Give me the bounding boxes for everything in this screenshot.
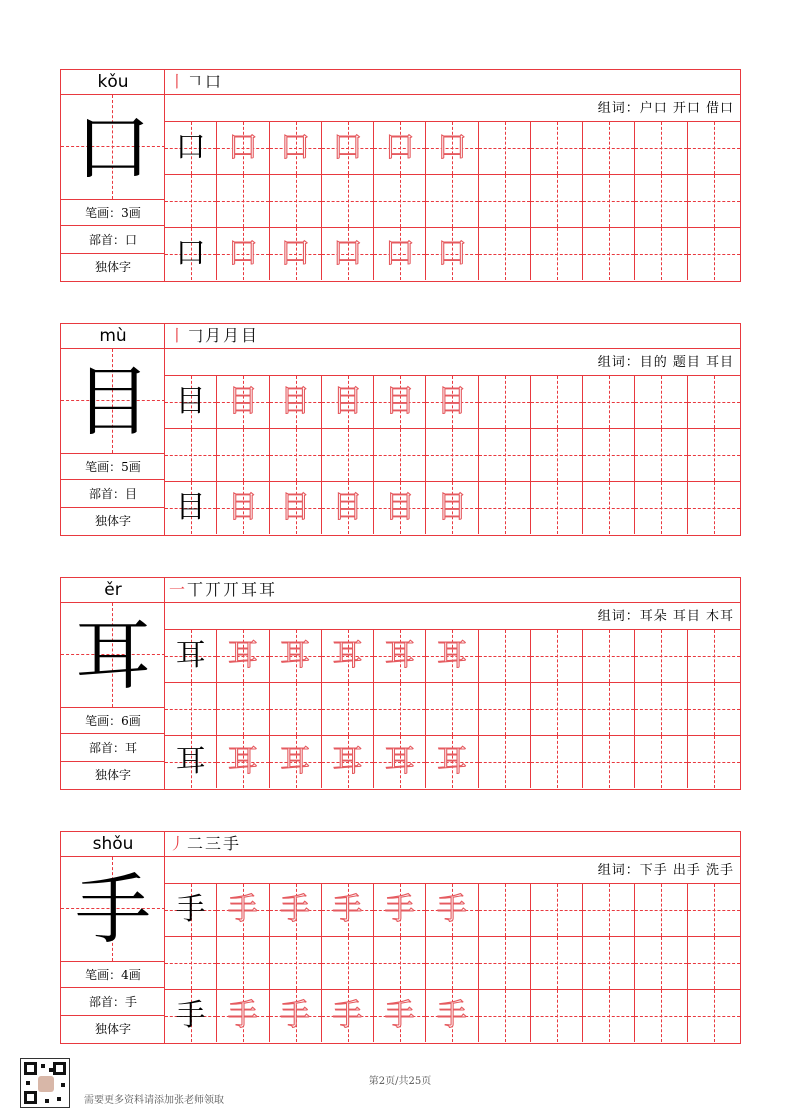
trace-char: 目	[280, 384, 311, 419]
word-list: 组词：目的 题目 耳目	[165, 349, 740, 376]
practice-char: 口	[175, 236, 206, 271]
trace-char: 耳	[332, 638, 363, 673]
word-list: 组词：户口 开口 借口	[165, 95, 740, 122]
practice-cell[interactable]	[426, 736, 478, 788]
practice-area	[165, 578, 740, 789]
practice-cell[interactable]	[322, 884, 374, 936]
practice-cell[interactable]	[165, 990, 217, 1042]
practice-cell[interactable]	[165, 228, 217, 280]
practice-cell[interactable]	[635, 990, 687, 1042]
practice-cell[interactable]	[583, 630, 635, 682]
practice-cell[interactable]	[688, 122, 740, 174]
practice-cell[interactable]	[583, 228, 635, 280]
practice-cell[interactable]	[426, 482, 478, 534]
practice-row	[165, 429, 740, 482]
practice-cell[interactable]	[322, 228, 374, 280]
stroke-step: 二	[187, 834, 204, 853]
trace-char: 目	[227, 490, 258, 525]
stroke-order	[165, 324, 740, 349]
practice-cell[interactable]	[688, 736, 740, 788]
practice-cell[interactable]	[479, 683, 531, 735]
practice-cell[interactable]	[688, 482, 740, 534]
stroke-step: 耳	[259, 580, 276, 599]
trace-char: 口	[280, 130, 311, 165]
practice-cell[interactable]	[165, 683, 217, 735]
pinyin: kǒu	[61, 70, 165, 95]
practice-cell[interactable]	[165, 937, 217, 989]
practice-char: 耳	[175, 638, 206, 673]
practice-cell[interactable]	[531, 683, 583, 735]
practice-cell[interactable]	[635, 228, 687, 280]
practice-cell[interactable]	[217, 630, 269, 682]
trace-char: 耳	[332, 744, 363, 779]
practice-cell[interactable]	[688, 937, 740, 989]
practice-cell[interactable]	[374, 630, 426, 682]
practice-cell[interactable]	[583, 990, 635, 1042]
practice-row	[165, 990, 740, 1045]
stroke-order	[165, 578, 740, 603]
practice-cell[interactable]	[270, 482, 322, 534]
practice-cell[interactable]	[217, 376, 269, 428]
practice-cell[interactable]	[531, 429, 583, 481]
trace-char: 口	[280, 236, 311, 271]
stroke-step: 丿	[169, 834, 186, 853]
practice-cell[interactable]	[635, 175, 687, 227]
stroke-step: 丨	[169, 326, 186, 345]
model-char-box	[61, 95, 165, 200]
word-list: 组词：耳朵 耳目 木耳	[165, 603, 740, 630]
practice-cell[interactable]	[270, 175, 322, 227]
trace-char: 目	[280, 490, 311, 525]
model-char: 目	[75, 357, 151, 446]
practice-cell[interactable]	[322, 376, 374, 428]
trace-char: 手	[384, 892, 415, 927]
stroke-count: 笔画：5画	[61, 454, 165, 480]
practice-cell[interactable]	[688, 630, 740, 682]
trace-char: 口	[332, 130, 363, 165]
trace-char: 耳	[227, 744, 258, 779]
practice-cell[interactable]	[165, 376, 217, 428]
practice-cell[interactable]	[270, 122, 322, 174]
practice-cell[interactable]	[479, 630, 531, 682]
practice-cell[interactable]	[165, 630, 217, 682]
practice-cell[interactable]	[374, 228, 426, 280]
practice-cell[interactable]	[270, 228, 322, 280]
radical: 部首：耳	[61, 734, 165, 762]
practice-row	[165, 884, 740, 937]
practice-cell[interactable]	[583, 683, 635, 735]
practice-cell[interactable]	[426, 884, 478, 936]
practice-char: 口	[175, 130, 206, 165]
model-char: 耳	[75, 611, 151, 700]
model-char: 口	[75, 103, 151, 192]
practice-cell[interactable]	[531, 122, 583, 174]
practice-cell[interactable]	[270, 937, 322, 989]
trace-char: 耳	[227, 638, 258, 673]
pinyin: ěr	[61, 578, 165, 603]
practice-cell[interactable]	[531, 990, 583, 1042]
trace-char: 手	[384, 998, 415, 1033]
structure: 独体字	[94, 260, 131, 274]
practice-char: 目	[175, 384, 206, 419]
practice-cell[interactable]	[531, 376, 583, 428]
info-column	[61, 832, 165, 1043]
practice-cell[interactable]	[583, 122, 635, 174]
practice-cell[interactable]	[270, 683, 322, 735]
stroke-step: 月	[205, 326, 222, 345]
info-column	[61, 578, 165, 789]
trace-char: 手	[436, 892, 467, 927]
stroke-step: 目	[241, 326, 258, 345]
practice-cell[interactable]	[531, 175, 583, 227]
practice-row	[165, 482, 740, 537]
practice-cell[interactable]	[217, 429, 269, 481]
practice-row	[165, 683, 740, 736]
practice-cell[interactable]	[688, 175, 740, 227]
practice-cell[interactable]	[635, 122, 687, 174]
trace-char: 耳	[436, 744, 467, 779]
radical: 部首：手	[61, 988, 165, 1016]
practice-cell[interactable]	[479, 228, 531, 280]
practice-row	[165, 122, 740, 175]
trace-char: 目	[384, 490, 415, 525]
practice-cell[interactable]	[165, 736, 217, 788]
practice-cell[interactable]	[531, 482, 583, 534]
practice-cell[interactable]	[165, 175, 217, 227]
practice-cell[interactable]	[217, 175, 269, 227]
practice-cell[interactable]	[688, 429, 740, 481]
trace-char: 口	[332, 236, 363, 271]
trace-char: 目	[332, 490, 363, 525]
practice-cell[interactable]	[270, 376, 322, 428]
practice-cell[interactable]	[583, 884, 635, 936]
char-card	[60, 577, 741, 790]
practice-cell[interactable]	[426, 122, 478, 174]
practice-cell[interactable]	[583, 175, 635, 227]
practice-cell[interactable]	[322, 482, 374, 534]
practice-char: 手	[175, 998, 206, 1033]
practice-cell[interactable]	[217, 122, 269, 174]
practice-cell[interactable]	[165, 482, 217, 534]
practice-cell[interactable]	[635, 429, 687, 481]
practice-cell[interactable]	[322, 990, 374, 1042]
practice-cell[interactable]	[426, 376, 478, 428]
practice-char: 目	[175, 490, 206, 525]
practice-cell[interactable]	[531, 736, 583, 788]
practice-cell[interactable]	[688, 990, 740, 1042]
practice-cell[interactable]	[583, 937, 635, 989]
practice-cell[interactable]	[217, 937, 269, 989]
trace-char: 手	[227, 892, 258, 927]
trace-char: 口	[436, 236, 467, 271]
trace-char: 目	[227, 384, 258, 419]
practice-area	[165, 70, 740, 281]
practice-cell[interactable]	[270, 736, 322, 788]
trace-char: 手	[436, 998, 467, 1033]
practice-cell[interactable]	[426, 990, 478, 1042]
practice-row	[165, 937, 740, 990]
practice-cell[interactable]	[322, 937, 374, 989]
practice-cell[interactable]	[531, 630, 583, 682]
model-char-box	[61, 857, 165, 962]
structure: 独体字	[94, 1022, 131, 1036]
practice-cell[interactable]	[374, 429, 426, 481]
practice-cell[interactable]	[688, 376, 740, 428]
practice-cell[interactable]	[531, 937, 583, 989]
practice-cell[interactable]	[426, 228, 478, 280]
practice-cell[interactable]	[374, 736, 426, 788]
stroke-step: 耳	[241, 580, 258, 599]
practice-cell[interactable]	[270, 630, 322, 682]
trace-char: 耳	[384, 744, 415, 779]
practice-cell[interactable]	[479, 937, 531, 989]
practice-cell[interactable]	[165, 884, 217, 936]
structure: 独体字	[94, 514, 131, 528]
practice-cell[interactable]	[635, 937, 687, 989]
trace-char: 目	[436, 490, 467, 525]
stroke-step: 月	[223, 326, 240, 345]
stroke-step: 口	[205, 72, 222, 91]
practice-cell[interactable]	[531, 228, 583, 280]
page-number: 第2页/共25页	[368, 1076, 432, 1087]
trace-char: 目	[436, 384, 467, 419]
practice-cell[interactable]	[374, 482, 426, 534]
trace-char: 耳	[436, 638, 467, 673]
stroke-step: 一	[169, 580, 186, 599]
practice-cell[interactable]	[479, 884, 531, 936]
practice-cell[interactable]	[635, 482, 687, 534]
stroke-count: 笔画：3画	[61, 200, 165, 226]
practice-cell[interactable]	[479, 429, 531, 481]
stroke-step: 手	[223, 834, 240, 853]
stroke-step: 丌	[223, 580, 240, 599]
stroke-step: 三	[205, 834, 222, 853]
practice-cell[interactable]	[374, 937, 426, 989]
practice-char: 耳	[175, 744, 206, 779]
pinyin: mù	[61, 324, 165, 349]
trace-char: 口	[227, 130, 258, 165]
stroke-step: 𠃍	[187, 72, 204, 91]
practice-cell[interactable]	[270, 884, 322, 936]
practice-cell[interactable]	[426, 429, 478, 481]
practice-cell[interactable]	[635, 683, 687, 735]
practice-cell[interactable]	[217, 736, 269, 788]
stroke-order	[165, 70, 740, 95]
practice-cell[interactable]	[217, 228, 269, 280]
practice-cell[interactable]	[374, 884, 426, 936]
practice-cell[interactable]	[635, 376, 687, 428]
practice-row	[165, 175, 740, 228]
trace-char: 手	[332, 892, 363, 927]
practice-cell[interactable]	[270, 429, 322, 481]
practice-cell[interactable]	[217, 683, 269, 735]
practice-cell[interactable]	[322, 683, 374, 735]
trace-char: 目	[384, 384, 415, 419]
radical: 部首：口	[61, 226, 165, 254]
char-card	[60, 69, 741, 282]
practice-cell[interactable]	[374, 175, 426, 227]
practice-cell[interactable]	[217, 990, 269, 1042]
word-list: 组词：下手 出手 洗手	[165, 857, 740, 884]
footer-note: 需要更多资料请添加张老师领取	[84, 1095, 224, 1106]
practice-cell[interactable]	[583, 736, 635, 788]
stroke-step: 𠃌	[187, 326, 204, 345]
practice-cell[interactable]	[217, 884, 269, 936]
practice-cell[interactable]	[688, 683, 740, 735]
practice-row	[165, 228, 740, 283]
trace-char: 手	[280, 892, 311, 927]
practice-cell[interactable]	[270, 990, 322, 1042]
practice-cell[interactable]	[426, 175, 478, 227]
trace-char: 手	[227, 998, 258, 1033]
structure: 独体字	[94, 768, 131, 782]
stroke-step: 丨	[169, 72, 186, 91]
practice-cell[interactable]	[479, 122, 531, 174]
trace-char: 口	[384, 236, 415, 271]
trace-char: 手	[280, 998, 311, 1033]
practice-cell[interactable]	[688, 228, 740, 280]
practice-cell[interactable]	[322, 175, 374, 227]
practice-cell[interactable]	[165, 122, 217, 174]
practice-char: 手	[175, 892, 206, 927]
stroke-count: 笔画：4画	[61, 962, 165, 988]
char-card	[60, 831, 741, 1044]
trace-char: 耳	[280, 744, 311, 779]
practice-row	[165, 630, 740, 683]
practice-cell[interactable]	[479, 175, 531, 227]
trace-char: 口	[384, 130, 415, 165]
practice-cell[interactable]	[426, 683, 478, 735]
radical: 部首：目	[61, 480, 165, 508]
practice-cell[interactable]	[635, 736, 687, 788]
practice-cell[interactable]	[635, 884, 687, 936]
practice-cell[interactable]	[479, 376, 531, 428]
stroke-count: 笔画：6画	[61, 708, 165, 734]
practice-cell[interactable]	[688, 884, 740, 936]
char-card	[60, 323, 741, 536]
practice-cell[interactable]	[479, 990, 531, 1042]
practice-area	[165, 832, 740, 1043]
practice-cell[interactable]	[322, 736, 374, 788]
info-column	[61, 324, 165, 535]
model-char: 手	[75, 865, 151, 954]
trace-char: 耳	[384, 638, 415, 673]
trace-char: 手	[332, 998, 363, 1033]
practice-area	[165, 324, 740, 535]
practice-cell[interactable]	[374, 683, 426, 735]
practice-cell[interactable]	[322, 630, 374, 682]
practice-cell[interactable]	[479, 736, 531, 788]
practice-row	[165, 376, 740, 429]
practice-cell[interactable]	[479, 482, 531, 534]
practice-cell[interactable]	[531, 884, 583, 936]
practice-cell[interactable]	[426, 630, 478, 682]
practice-cell[interactable]	[583, 376, 635, 428]
trace-char: 目	[332, 384, 363, 419]
trace-char: 口	[436, 130, 467, 165]
trace-char: 口	[227, 236, 258, 271]
stroke-order	[165, 832, 740, 857]
pinyin: shǒu	[61, 832, 165, 857]
practice-cell[interactable]	[374, 376, 426, 428]
model-char-box	[61, 603, 165, 708]
info-column	[61, 70, 165, 281]
practice-cell[interactable]	[322, 429, 374, 481]
trace-char: 耳	[280, 638, 311, 673]
practice-cell[interactable]	[426, 937, 478, 989]
practice-cell[interactable]	[374, 122, 426, 174]
practice-cell[interactable]	[374, 990, 426, 1042]
practice-cell[interactable]	[583, 482, 635, 534]
stroke-step: 丌	[205, 580, 222, 599]
practice-row	[165, 736, 740, 791]
practice-cell[interactable]	[583, 429, 635, 481]
practice-cell[interactable]	[217, 482, 269, 534]
stroke-step: 丅	[187, 580, 204, 599]
practice-cell[interactable]	[165, 429, 217, 481]
model-char-box	[61, 349, 165, 454]
practice-cell[interactable]	[635, 630, 687, 682]
practice-cell[interactable]	[322, 122, 374, 174]
